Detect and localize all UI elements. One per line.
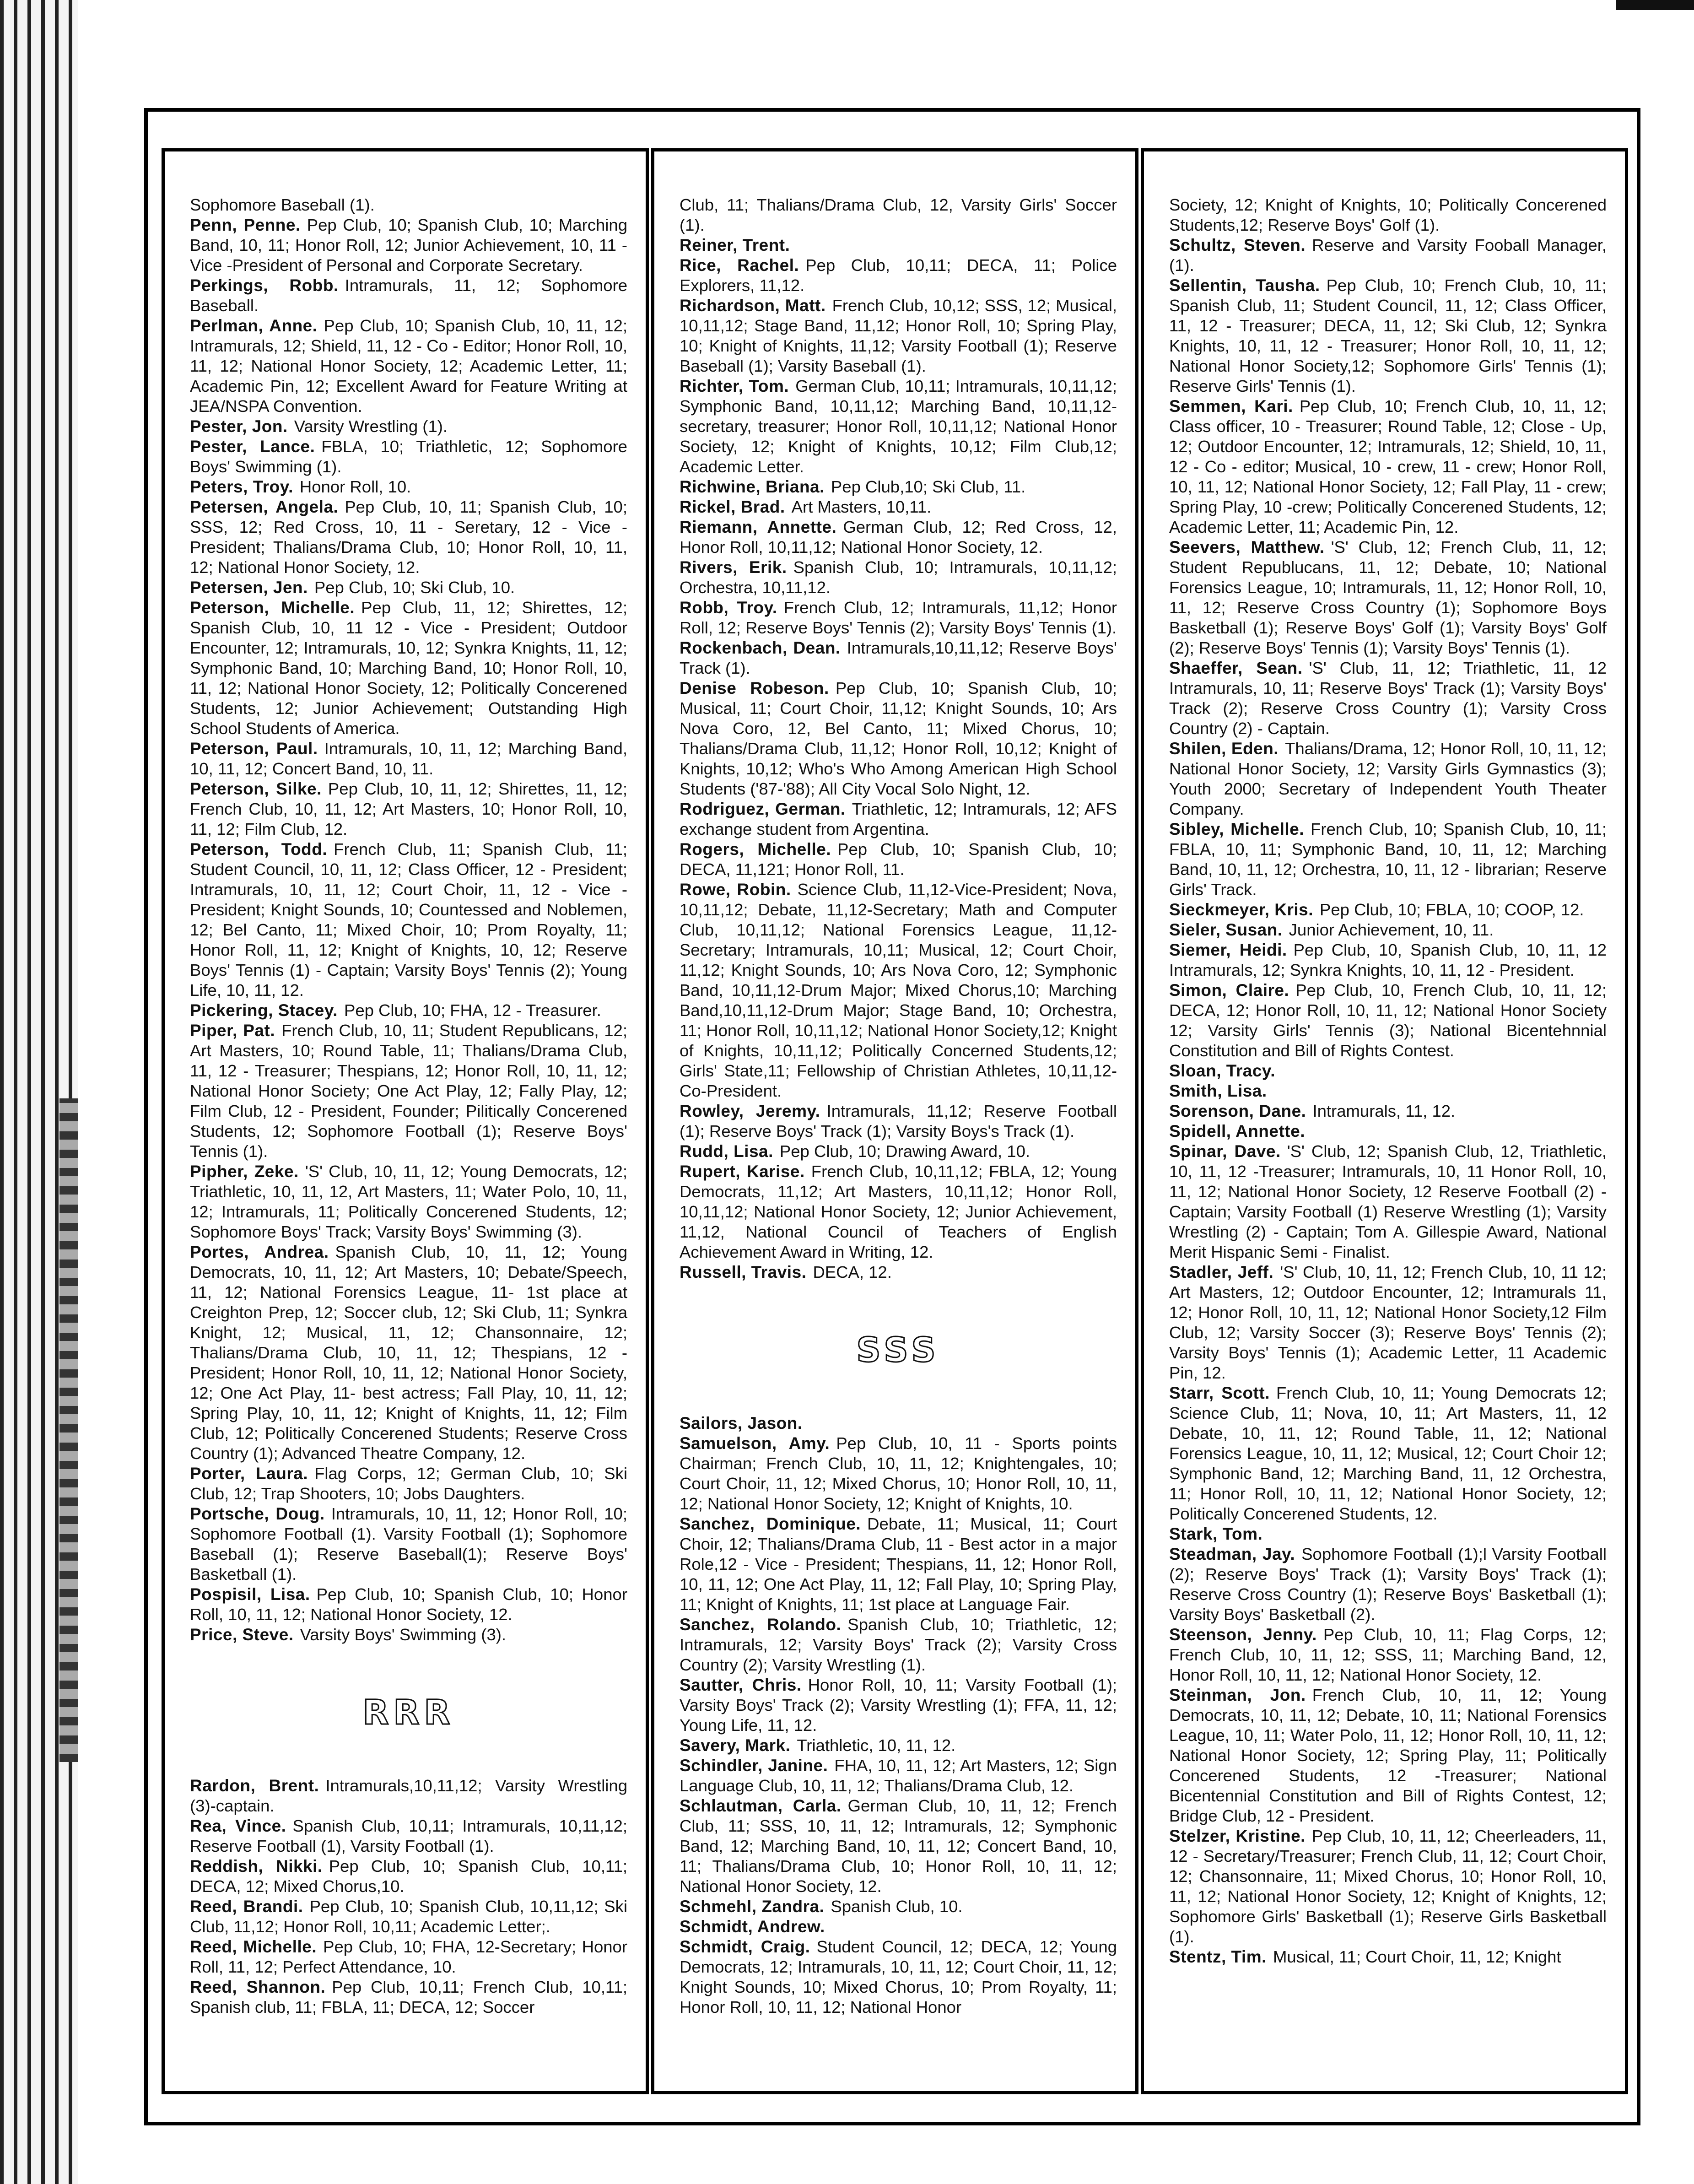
index-entry [680, 557, 1117, 598]
activities-text: FBLA, 10; Triathletic, 12; Sophomore Boys' Swimming (1). [190, 437, 627, 476]
activities-text: French Club, 10; Spanish Club, 10, 11; FBLA, 10, 11; Symphonic Band, 10, 11, 12; Marching Band, 10, 11, 12; Orchestra, 10, 11, 12 - librarian; Reserve Girls' Track. [1169, 820, 1607, 899]
student-name: Richter, Tom. [680, 377, 789, 395]
index-entry [190, 1504, 627, 1584]
activities-text: Sophomore Baseball (1). [190, 195, 375, 214]
student-name: Steadman, Jay. [1169, 1545, 1295, 1563]
student-name: Seevers, Matthew. [1169, 538, 1325, 557]
activities-text: Triathletic, 10, 11, 12. [797, 1736, 956, 1755]
activities-text: French Club, 10,12; SSS, 12; Musical, 10,11,12; Stage Band, 11,12; Honor Roll, 10; Spring Play, 10; Knight of Knights, 11,12; Varsity Football (1); Reserve Baseball (1); Varsity Baseball (1). [680, 296, 1117, 375]
activities-text: Pep Club, 10; Spanish Club, 10; Musical, 11; Court Choir, 11,12; Knight Sounds, 10; Ars Nova Coro, 12, Bel Canto, 11; Mixed Chorus, 10; Thalians/Drama Club, 11,12; Honor Roll, 10,12; Knight of Knights, 10,12; Who's Who Among American High School Students ('87-'88); All City Vocal Solo Night, 12. [680, 679, 1117, 798]
student-name: Smith, Lisa. [1169, 1081, 1267, 1100]
activities-text: Pep Club, 10; FBLA, 10; COOP, 12. [1320, 900, 1584, 919]
index-entry [680, 598, 1117, 638]
index-entry [1169, 658, 1607, 739]
activities-text: Intramurals,10,11,12; Varsity Wrestling (3)-captain. [190, 1776, 628, 1815]
index-entry [680, 255, 1117, 296]
index-entry [680, 517, 1117, 557]
index-entry [190, 1937, 627, 1977]
index-entry [680, 497, 1117, 517]
index-column-1 [162, 148, 649, 2094]
index-entry [680, 1262, 1117, 1282]
student-name: Peterson, Silke. [190, 779, 322, 798]
index-entry [680, 638, 1117, 678]
activities-text: Triathletic, 12; Intramurals, 12; AFS exchange student from Argentina. [680, 800, 1117, 838]
student-name: Samuelson, Amy. [680, 1434, 830, 1453]
index-entry [680, 296, 1117, 376]
index-entry [1169, 980, 1607, 1061]
student-name: Schlautman, Carla. [680, 1796, 842, 1815]
index-entry [190, 195, 627, 215]
activities-text: Pep Club, 10, 11 - Sports points Chairman; French Club, 10, 11, 12; Knightengales, 10; Court Choir, 11, 12; Mixed Chorus, 10; Honor Roll, 10, 11, 12; National Honor Society, 12; Knight of Knights, 10. [680, 1434, 1117, 1513]
student-name: Sautter, Chris. [680, 1676, 802, 1694]
student-name: Rockenbach, Dean. [680, 638, 841, 657]
activities-text: Pep Club, 10; Spanish Club, 10; Honor Roll, 10, 11, 12; National Honor Society, 12. [190, 1585, 627, 1624]
student-name: Schultz, Steven. [1169, 236, 1306, 254]
student-name: Sibley, Michelle. [1169, 820, 1305, 838]
activities-text: Pep Club, 10, 11; Spanish Club, 10; SSS, 12; Red Cross, 10, 11 - Seretary, 12 - Vice - President; Thalians/Drama Club, 10; Honor Roll, 10, 11, 12; National Honor Society, 12. [190, 497, 627, 577]
index-entry [1169, 900, 1607, 920]
index-entry [190, 1021, 627, 1162]
index-entry [190, 316, 627, 416]
index-entry [680, 678, 1117, 799]
activities-text: Pep Club, 10; FHA, 12 - Treasurer. [344, 1001, 601, 1020]
index-entry [1169, 1383, 1607, 1524]
activities-text: Pep Club, 10, 11, 12; Cheerleaders, 11, 12 - Secretary/Treasurer; French Club, 11, 12; Court Choir, 12; Chansonnaire, 11; Mixed Chorus, 10; Honor Roll, 10, 11, 12; National Honor Society, 12; Knight of Knights, 12; Sophomore Girls' Basketball (1); Reserve Girls Basketball (1). [1169, 1827, 1607, 1946]
student-name: Schmehl, Zandra. [680, 1897, 825, 1916]
student-name: Pester, Lance. [190, 437, 315, 456]
activities-text: Reserve and Varsity Fooball Manager, (1). [1169, 236, 1607, 275]
index-entry [680, 1937, 1117, 2017]
student-name: Reed, Shannon. [190, 1978, 326, 1996]
activities-text: Pep Club,10; Ski Club, 11. [831, 477, 1026, 496]
activities-text: Musical, 11; Court Choir, 11, 12; Knight [1273, 1947, 1561, 1966]
activities-text: Pep Club, 10; French Club, 10, 11, 12; Class officer, 10 - Treasurer; Round Table, 12; Close - Up, 12; Outdoor Encounter, 12; Intramurals, 12; Shield, 10, 11, 12 - Co - editor; Musical, 10 - crew, 11 - crew; Honor Roll, 10, 11, 12; National Honor Society, 12; Fall Play, 11 - crew; Spring Play, 10 -crew; Politically Concerened Students, 12; Academic Letter, 11; Academic Pin, 12. [1169, 397, 1607, 536]
index-entry [190, 477, 627, 497]
student-name: Sanchez, Dominique. [680, 1514, 861, 1533]
student-name: Perkings, Robb. [190, 276, 339, 295]
index-entry [190, 1776, 627, 1816]
index-entry [190, 1856, 627, 1897]
student-name: Petersen, Jen. [190, 578, 308, 597]
student-name: Penn, Penne. [190, 216, 301, 234]
book-binding-edge [0, 0, 78, 2184]
student-name: Denise Robeson. [680, 679, 829, 697]
index-entry [190, 779, 627, 839]
activities-text: Intramurals, 11, 12. [1312, 1102, 1456, 1120]
student-name: Pester, Jon. [190, 417, 288, 436]
activities-text: Science Club, 11,12-Vice-President; Nova, 10,11,12; Debate, 11,12-Secretary; Math and Computer Club, 10,11,12; National Forensics League, 11,12-Secretary; Intramurals, 10,11; Musical, 12; Court Choir, 11,12; Knight Sounds, 10; Ars Nova Coro, 12; Symphonic Band, 10,11,12-Drum Major; Mixed Chorus,10; Marching Band,10,11,12-Drum Major; Stage Band, 10; Orchestra, 11; Honor Roll, 10,11,12; National Honor Society,12; Knight of Knights, 10,11,12; Politically Concerned Students,12; Girls' State,11; Fellowship of Christian Athletes, 10,11,12-Co-President. [680, 880, 1117, 1100]
student-name: Pipher, Zeke. [190, 1162, 299, 1181]
index-entry [680, 376, 1117, 477]
student-name: Spinar, Dave. [1169, 1142, 1281, 1161]
student-name: Sieckmeyer, Kris. [1169, 900, 1313, 919]
index-entry [680, 235, 1117, 255]
student-name: Reed, Brandi. [190, 1897, 303, 1916]
activities-text: French Club, 10,11,12; FBLA, 12; Young Democrats, 11,12; Art Masters, 10,11,12; Honor Roll, 10,11,12; National Honor Society, 12; Junior Achievement, 11,12, National Council of Teachers of English Achievement Award in Writing, 12. [680, 1162, 1117, 1261]
index-entry [190, 1816, 627, 1856]
student-name: Rice, Rachel. [680, 256, 799, 275]
index-entry [190, 215, 627, 276]
activities-text: Pep Club, 10; French Club, 10, 11; Spanish Club, 11; Student Council, 11, 12; Class Officer, 11, 12 - Treasurer; DECA, 11, 12; Ski Club, 12; Synkra Knights, 10, 11, 12 - Treasurer; Honor Roll, 10, 11, 12; National Honor Society,12; Sophomore Girls' Tennis (1); Reserve Girls' Tennis (1). [1169, 276, 1607, 395]
student-name: Reed, Michelle. [190, 1937, 317, 1956]
index-entry [1169, 1625, 1607, 1685]
index-entry [680, 1433, 1117, 1514]
activities-text: Pep Club, 10; Drawing Award, 10. [779, 1142, 1030, 1161]
student-name: Stadler, Jeff. [1169, 1263, 1274, 1281]
index-entry [1169, 537, 1607, 658]
index-entry [680, 1756, 1117, 1796]
activities-text: Pep Club, 10; Ski Club, 10. [314, 578, 515, 597]
index-entry [190, 598, 627, 739]
index-entry [190, 1584, 627, 1625]
activities-text: Club, 11; Thalians/Drama Club, 12, Varsity Girls' Soccer (1). [680, 195, 1117, 234]
activities-text: Pep Club, 10; Spanish Club, 10,11,12; Ski Club, 11,12; Honor Roll, 10,11; Academic Letter;. [190, 1897, 627, 1936]
index-column-2 [651, 148, 1138, 2094]
activities-text: French Club, 11; Spanish Club, 11; Student Council, 10, 11, 12; Class Officer, 12 - President; Intramurals, 10, 11, 12; Court Choir, 11, 12 - Vice - President; Knight Sounds, 10; Countessed and Noblemen, 12; Bel Canto, 11; Mixed Choir, 10; Prom Royalty, 11; Honor Roll, 11, 12; Knight of Knights, 10, 12; Reserve Boys' Tennis (1) - Captain; Varsity Boys' Tennis (2); Young Life, 10, 11, 12. [190, 840, 627, 1000]
index-entry [1169, 1826, 1607, 1947]
index-entry [1169, 276, 1607, 396]
activities-text: Pep Club, 10; Spanish Club, 10,11; DECA, 12; Mixed Chorus,10. [190, 1857, 627, 1896]
index-entry [190, 1162, 627, 1242]
student-name: Rowley, Jeremy. [680, 1102, 820, 1120]
index-entry [1169, 235, 1607, 276]
index-entry [1169, 1947, 1607, 1967]
activities-text: Pep Club, 10, 11, 12; Shirettes, 11, 12; French Club, 10, 11, 12; Art Masters, 10; Honor Roll, 10, 11, 12; Film Club, 12. [190, 779, 627, 838]
student-name: Russell, Travis. [680, 1263, 807, 1281]
student-name: Simon, Claire. [1169, 981, 1289, 1000]
index-entry [1169, 1121, 1607, 1141]
page-corner-mark [1616, 0, 1694, 10]
student-name: Peterson, Todd. [190, 840, 328, 859]
student-name: Price, Steve. [190, 1625, 294, 1644]
section-letter-heading: SSS [856, 1330, 940, 1370]
student-name: Richwine, Briana. [680, 477, 825, 496]
student-name: Rivers, Erik. [680, 558, 787, 577]
index-entry [190, 1464, 627, 1504]
index-entry [680, 1675, 1117, 1735]
student-name: Stelzer, Kristine. [1169, 1827, 1306, 1845]
activities-text: Debate, 11; Musical, 11; Court Choir, 12; Thalians/Drama Club, 11 - Best actor in a major Role,12 - Vice - President; Thespians, 11, 12; Honor Roll, 10, 11, 12; One Act Play, 11, 12; Fall Play, 10; Spring Play, 11; Knight of Knights, 11; 1st place at Language Fair. [680, 1514, 1117, 1614]
student-name: Savery, Mark. [680, 1736, 791, 1755]
student-name: Shaeffer, Sean. [1169, 659, 1303, 677]
student-name: Steenson, Jenny. [1169, 1625, 1317, 1644]
index-entry [1169, 940, 1607, 980]
index-entry [1169, 396, 1607, 537]
index-entry [680, 1897, 1117, 1917]
index-entry [1169, 1544, 1607, 1625]
section-letter-heading: RRR [362, 1693, 455, 1732]
student-name: Perlman, Anne. [190, 316, 318, 335]
binding-tab-strip [59, 1098, 78, 1762]
activities-text: Flag Corps, 12; German Club, 10; Ski Club, 12; Trap Shooters, 10; Jobs Daughters. [190, 1464, 627, 1503]
student-name: Rickel, Brad. [680, 497, 785, 516]
student-name: Steinman, Jon. [1169, 1686, 1306, 1704]
student-name: Robb, Troy. [680, 598, 777, 617]
activities-text: FHA, 10, 11, 12; Art Masters, 12; Sign Language Club, 10, 11, 12; Thalians/Drama Club, 12. [680, 1756, 1117, 1795]
activities-text: Intramurals, 11, 12; Sophomore Baseball. [190, 276, 627, 315]
student-name: Spidell, Annette. [1169, 1122, 1305, 1141]
student-name: Schmidt, Andrew. [680, 1917, 825, 1936]
activities-text: German Club, 12; Red Cross, 12, Honor Roll, 10,11,12; National Honor Society, 12. [680, 518, 1117, 557]
activities-text: Honor Roll, 10, 11; Varsity Football (1); Varsity Boys' Track (2); Varsity Wrestling (1); FFA, 11, 12; Young Life, 11, 12. [680, 1676, 1117, 1735]
activities-text: Sophomore Football (1);l Varsity Football (2); Reserve Boys' Track (1); Varsity Boys' Track (1); Reserve Cross Country (1); Reserve Boys' Basketball (1); Varsity Boys' Basketball (2). [1169, 1545, 1607, 1624]
index-entry [190, 839, 627, 1000]
activities-text: Intramurals, 11,12; Reserve Football (1); Reserve Boys' Track (1); Varsity Boys's Track (1). [680, 1102, 1117, 1141]
student-name: Peters, Troy. [190, 477, 293, 496]
student-name: Riemann, Annette. [680, 518, 837, 536]
activities-text: Intramurals, 10, 11, 12; Honor Roll, 10; Sophomore Football (1). Varsity Football (1); Sophomore Baseball (1); Reserve Baseball(1); Reserve Boys' Basketball (1). [190, 1504, 627, 1584]
student-name: Rogers, Michelle. [680, 840, 831, 859]
student-name: Sieler, Susan. [1169, 920, 1283, 939]
index-entry [1169, 1262, 1607, 1383]
student-name: Pickering, Stacey. [190, 1001, 338, 1020]
activities-text: Pep Club, 10,11; DECA, 11; Police Explorers, 11,12. [680, 256, 1117, 295]
activities-text: 'S' Club, 10, 11, 12; French Club, 10, 11 12; Art Masters, 12; Outdoor Encounter, 12; Intramurals 11, 12; Honor Roll, 10, 11, 12; National Honor Society,12 Film Club, 12; Varsity Soccer (3); Reserve Boys' Tennis (2); Varsity Boys' Tennis (1); Academic Letter, 11 Academic Pin, 12. [1169, 1263, 1607, 1382]
student-name: Porter, Laura. [190, 1464, 308, 1483]
index-entry [1169, 1524, 1607, 1544]
student-name: Reddish, Nikki. [190, 1857, 323, 1876]
index-entry [680, 1101, 1117, 1141]
student-name: Rea, Vince. [190, 1816, 286, 1835]
index-entry [680, 1413, 1117, 1433]
student-name: Starr, Scott. [1169, 1384, 1270, 1402]
index-entry [1169, 920, 1607, 940]
index-entry [190, 578, 627, 598]
yearbook-index-page [144, 108, 1640, 2125]
index-entry [1169, 819, 1607, 900]
student-name: Siemer, Heidi. [1169, 941, 1287, 959]
student-name: Petersen, Angela. [190, 497, 339, 516]
activities-text: Student Council, 12; DECA, 12; Young Democrats, 12; Intramurals, 10, 11, 12; Court Choir, 11, 12; Knight Sounds, 10; Mixed Chorus, 10; Prom Royalty, 11; Honor Roll, 10, 11, 12; National Honor [680, 1937, 1117, 2016]
activities-text: Pep Club, 10; Spanish Club, 10; DECA, 11,121; Honor Roll, 11. [680, 840, 1117, 879]
index-entry [680, 1615, 1117, 1675]
student-name: Schmidt, Craig. [680, 1937, 810, 1956]
index-entry [680, 799, 1117, 839]
index-entry [190, 416, 627, 437]
student-name: Shilen, Eden. [1169, 739, 1279, 758]
index-entry [680, 1141, 1117, 1162]
activities-text: French Club, 10, 11; Young Democrats 12; Science Club, 11; Nova, 10, 11; Art Masters, 11, 12 Debate, 10, 11, 12; Round Table, 11, 12; National Forensics League, 10, 11, 12; Musical, 12; Court Choir 12; Symphonic Band, 12; Marching Band, 11, 12 Orchestra, 11; Honor Roll, 10, 11, 12; National Honor Society, 12; Politically Concerened Students, 12. [1169, 1384, 1607, 1523]
index-entry [190, 1242, 627, 1464]
activities-text: Pep Club, 10, Spanish Club, 10, 11, 12 Intramurals, 12; Synkra Knights, 10, 11, 12 - President. [1169, 941, 1607, 979]
index-entry [1169, 1141, 1607, 1262]
student-name: Sanchez, Rolando. [680, 1615, 842, 1634]
student-name: Portes, Andrea. [190, 1243, 329, 1261]
index-entry [680, 880, 1117, 1101]
activities-text: 'S' Club, 11, 12; Triathletic, 11, 12 Intramurals, 10, 11; Reserve Boys' Track (1); Varsity Boys' Track (2); Reserve Cross Country (1); Varsity Cross Country (2) - Captain. [1169, 659, 1607, 738]
activities-text: Pep Club, 10; FHA, 12-Secretary; Honor Roll, 11, 12; Perfect Attendance, 10. [190, 1937, 627, 1976]
student-name: Rardon, Brent. [190, 1776, 319, 1795]
index-entry [1169, 739, 1607, 819]
activities-text: 'S' Club, 12; Spanish Club, 12, Triathletic, 10, 11, 12 -Treasurer; Intramurals, 10, 11 Honor Roll, 10, 11, 12; National Honor Society, 12 Reserve Football (2) - Captain; Varsity Football (1) Reserve Wrestling (1); Varsity Wrestling (2) - Captain; Tom A. Gillespie Award, National Merit Hispanic Semi - Finalist. [1169, 1142, 1607, 1261]
index-entry [1169, 195, 1607, 235]
student-name: Portsche, Doug. [190, 1504, 325, 1523]
activities-text: Pep Club, 10, French Club, 10, 11, 12; DECA, 12; Honor Roll, 10, 11, 12; National Honor Society 12; Varsity Girls' Tennis (3); National Bicentehnnial Constitution and Bill of Rights Contest. [1169, 981, 1607, 1060]
index-column-3 [1141, 148, 1628, 2094]
activities-text: DECA, 12. [813, 1263, 892, 1281]
activities-text: Honor Roll, 10. [299, 477, 411, 496]
index-entry [1169, 1101, 1607, 1121]
index-entry [1169, 1061, 1607, 1081]
student-name: Schindler, Janine. [680, 1756, 828, 1775]
activities-text: Spanish Club, 10; Triathletic, 12; Intramurals, 12; Varsity Boys' Track (2); Varsity Cross Country (2); Varsity Wrestling (1). [680, 1615, 1117, 1674]
index-entry [190, 1625, 627, 1645]
student-name: Sorenson, Dane. [1169, 1102, 1306, 1120]
activities-text: Varsity Boys' Swimming (3). [300, 1625, 507, 1644]
index-entry [680, 1162, 1117, 1262]
activities-text: German Club, 10,11; Intramurals, 10,11,12; Symphonic Band, 10,11,12; Marching Band, 10,11,12-secretary, treasurer; Honor Roll, 10,11,12; National Honor Society, 12; Knight of Knights, 10,12; Film Club,12; Academic Letter. [680, 377, 1117, 476]
index-entry [680, 1735, 1117, 1756]
activities-text: Pep Club, 10; Spanish Club, 10; Marching Band, 10, 11; Honor Roll, 12; Junior Achievement, 10, 11 - Vice -President of Personal and Corporate Secretary. [190, 216, 627, 275]
activities-text: Art Masters, 10,11. [791, 497, 932, 516]
activities-text: French Club, 12; Intramurals, 11,12; Honor Roll, 12; Reserve Boys' Tennis (2); Varsity Boys' Tennis (1). [680, 598, 1117, 637]
student-name: Rowe, Robin. [680, 880, 791, 899]
activities-text: Pep Club, 10,11; French Club, 10,11; Spanish club, 11; FBLA, 11; DECA, 12; Soccer [190, 1978, 627, 2016]
index-entry [680, 477, 1117, 497]
student-name: Sellentin, Tausha. [1169, 276, 1320, 295]
activities-text: French Club, 10, 11; Student Republicans, 12; Art Masters, 10; Round Table, 11; Thalians/Drama Club, 11, 12 - Treasurer; Thespians, 12; Honor Roll, 10, 11, 12; National Honor Society; One Act Play, 12; Fally Play, 12; Film Club, 12 - President, Founder; Pilitically Concerened Students, 12; Sophomore Football (1); Reserve Boys' Tennis (1). [190, 1021, 627, 1161]
index-entry [680, 1917, 1117, 1937]
student-name: Piper, Pat. [190, 1021, 275, 1040]
student-name: Rodriguez, German. [680, 800, 846, 818]
index-entry [680, 839, 1117, 880]
activities-text: Thalians/Drama, 12; Honor Roll, 10, 11, 12; National Honor Society, 12; Varsity Girls Gymnastics (3); Youth 2000; Secretary of Independent Youth Theater Company. [1169, 739, 1607, 818]
student-name: Rudd, Lisa. [680, 1142, 773, 1161]
activities-text: German Club, 10, 11, 12; French Club, 11; SSS, 10, 11, 12; Intramurals, 12; Symphonic Band, 12; Marching Band, 10, 11, 12; Concert Band, 10, 11; Thalians/Drama Club, 10; Honor Roll, 10, 11, 12; National Honor Society, 12. [680, 1796, 1117, 1896]
student-name: Reiner, Trent. [680, 236, 790, 254]
index-entry [190, 497, 627, 578]
index-entry [190, 739, 627, 779]
index-entry [680, 1514, 1117, 1615]
activities-text: 'S' Club, 12; French Club, 11, 12; Student Republucans, 11, 12; Debate, 10; National Forensics League, 10; Intramurals, 11, 12; Honor Roll, 10, 11, 12; Reserve Cross Country (1); Sophomore Boys Basketball (1); Reserve Boys' Golf (1); Varsity Boys' Golf (2); Reserve Boys' Tennis (1); Varsity Boys' Tennis (1). [1169, 538, 1607, 657]
student-name: Rupert, Karise. [680, 1162, 805, 1181]
activities-text: Pep Club, 11, 12; Shirettes, 12; Spanish Club, 10, 11 12 - Vice - President; Outdoor Encounter, 12; Intramurals, 10, 12; Synkra Knights, 11, 12; Symphonic Band, 10; Marching Band, 10; Honor Roll, 10, 11, 12; National Honor Society, 12; Politically Concerened Students, 12; Junior Achievement; Outstanding High School Students of America. [190, 598, 627, 738]
student-name: Peterson, Paul. [190, 739, 318, 758]
activities-text: Spanish Club, 10,11; Intramurals, 10,11,12; Reserve Football (1), Varsity Football (1). [190, 1816, 627, 1855]
activities-text: Society, 12; Knight of Knights, 10; Politically Concerened Students,12; Reserve Boys' Golf (1). [1169, 195, 1607, 234]
student-name: Sloan, Tracy. [1169, 1061, 1276, 1080]
activities-text: Spanish Club, 10. [831, 1897, 963, 1916]
activities-text: Pep Club, 10; Spanish Club, 10, 11, 12; Intramurals, 12; Shield, 11, 12 - Co - Editor; Honor Roll, 10, 11, 12; National Honor Society, 12; Academic Letter, 11; Academic Pin, 12; Excellent Award for Feature Writing at JEA/NSPA Convention. [190, 316, 627, 416]
index-entry [190, 1977, 627, 2017]
activities-text: Spanish Club, 10; Intramurals, 10,11,12; Orchestra, 10,11,12. [680, 558, 1117, 597]
student-name: Peterson, Michelle. [190, 598, 355, 617]
activities-text: Spanish Club, 10, 11, 12; Young Democrats, 10, 11, 12; Art Masters, 10; Debate/Speech, 11, 12; National Forensics League, 11- 1st place at Creighton Prep, 12; Soccer club, 12; Ski Club, 11; Synkra Knight, 12; Musical, 11, 12; Chansonnaire, 12; Thalians/Drama Club, 10, 11, 12; Thespians, 12 - President; Honor Roll, 10, 11, 12; National Honor Society, 12; One Act Play, 11- best actress; Fall Play, 10, 11, 12; Spring Play, 10, 11, 12; Knight of Knights, 11, 12; Film Club, 12; Politically Concerened Students; Reserve Cross Country (1); Advanced Theatre Company, 12. [190, 1243, 627, 1463]
index-entry [190, 1897, 627, 1937]
index-entry [190, 1000, 627, 1021]
student-name: Sailors, Jason. [680, 1414, 803, 1433]
index-entry [680, 195, 1117, 235]
activities-text: Junior Achievement, 10, 11. [1289, 920, 1494, 939]
activities-text: Varsity Wrestling (1). [294, 417, 448, 436]
index-entry [680, 1796, 1117, 1897]
student-name: Pospisil, Lisa. [190, 1585, 310, 1604]
activities-text: Intramurals,10,11,12; Reserve Boys' Track (1). [680, 638, 1117, 677]
student-name: Stark, Tom. [1169, 1524, 1263, 1543]
student-name: Richardson, Matt. [680, 296, 826, 315]
student-name: Semmen, Kari. [1169, 397, 1293, 416]
activities-text: Pep Club, 10, 11; Flag Corps, 12; French Club, 10, 11, 12; SSS, 11; Marching Band, 12, Honor Roll, 10, 11, 12; National Honor Society, 12. [1169, 1625, 1607, 1684]
index-entry [190, 276, 627, 316]
student-name: Stentz, Tim. [1169, 1947, 1267, 1966]
index-entry [1169, 1081, 1607, 1101]
index-entry [190, 437, 627, 477]
activities-text: 'S' Club, 10, 11, 12; Young Democrats, 12; Triathletic, 10, 11, 12, Art Masters, 11; Water Polo, 10, 11, 12; Intramurals, 11; Politically Concerened Students, 12; Sophomore Boys' Track; Varsity Boys' Swimming (3). [190, 1162, 627, 1241]
activities-text: French Club, 10, 11, 12; Young Democrats, 10, 11, 12; Debate, 10, 11; National Forensics League, 10, 11; Water Polo, 11, 12; Honor Roll, 10, 11, 12; National Honor Society, 12; Spring Play, 11; Politically Concerened Students, 12 -Treasurer; National Bicentennial Constitution and Bill of Rights Contest, 12; Bridge Club, 12 - President. [1169, 1686, 1607, 1825]
activities-text: Intramurals, 10, 11, 12; Marching Band, 10, 11, 12; Concert Band, 10, 11. [190, 739, 627, 778]
index-entry [1169, 1685, 1607, 1826]
